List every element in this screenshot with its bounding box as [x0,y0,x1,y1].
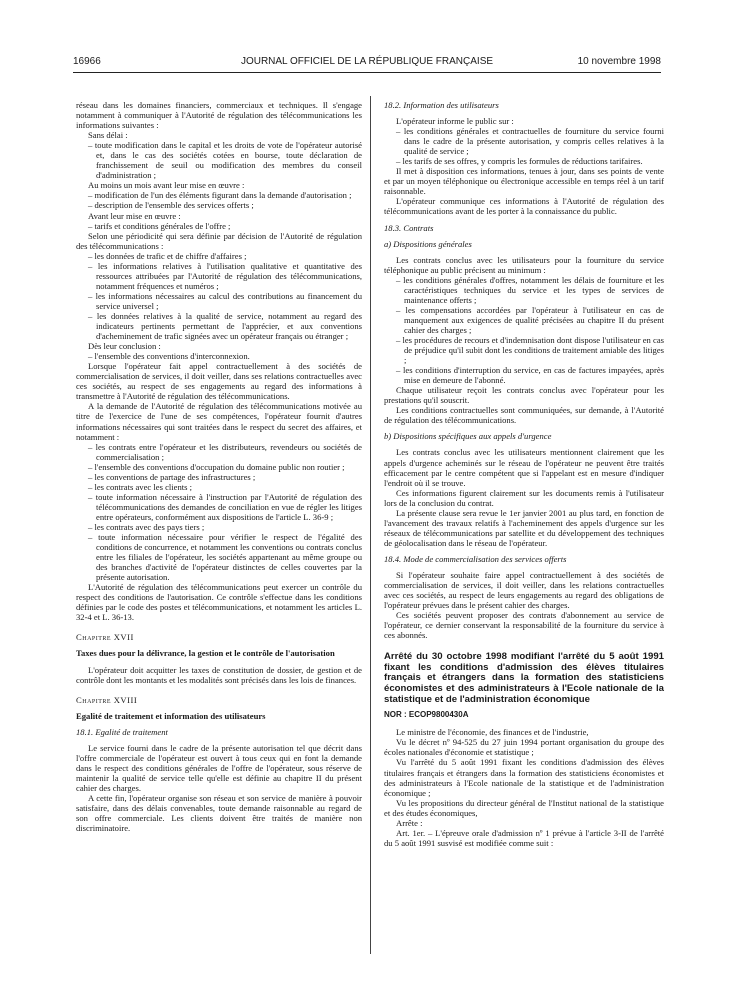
list-item: – les contrats avec des pays tiers ; [88,521,205,532]
list-item: – toute information nécessaire à l'instruction par l'Autorité de régulation des télécommunications des demandes de conciliation en vue de régler les litiges entre opérateurs, conformément aux dispositions de l'article L. 36-9 ; [88,491,362,522]
list-item: – les informations relatives à l'utilisation qualitative et quantitative des ressources attribuées par l'Autorité de régulation des télécommunications, notamment fréquences et numéros ; [88,260,362,291]
list-item: – toute information nécessaire pour vérifier le respect de l'égalité des conditions de concurrence, et notamment les conventions ou contrats conclus entre les filiales de l'opérateur, les sociétés appartenant au même groupe ou des branches d'activité de l'opérateur distinctes de celles couvertes par la présente autorisation. [88,532,362,583]
section-heading: 18.1. Egalité de traitement [76,726,168,737]
page-header [73,56,661,70]
paragraph: Il met à disposition ces informations, tenues à jour, dans ses points de vente et par un moyen téléphonique ou électronique accessible en temps réel à un tarif raisonnable. [384,166,664,197]
issue-date: 10 novembre 1998 [577,56,661,67]
paragraph: La présente clause sera revue le 1er janvier 2001 au plus tard, en fonction de l'avancement des travaux relatifs à l'acheminement des appels d'urgence sur les réseaux de télécommunications par satellite et du développement des techniques de géolocalisation dans le réseau de l'opérateur. [384,507,664,548]
list-item: – les données de trafic et de chiffre d'affaires ; [88,250,247,261]
list-item: – modification de l'un des éléments figurant dans la demande d'autorisation ; [88,190,352,201]
paragraph: Arrête : [396,817,423,828]
paragraph: réseau dans les domaines financiers, commerciaux et techniques. Il s'engage notamment à communiquer à l'Autorité de régulation des télécommunications les informations suivantes : [76,100,362,131]
paragraph: Le service fourni dans le cadre de la présente autorisation tel que décrit dans l'offre commerciale de l'opérateur est ouvert à tous ceux qui en font la demande dans le respect des conditions générales de l'offre de l'opérateur, sous réserve de maintenir la qualité de service telle qu'elle est définie au chapitre II du présent cahier des charges. [76,742,362,793]
paragraph: Les conditions contractuelles sont communiquées, sur demande, à l'Autorité de régulation des télécommunications. [384,405,664,426]
section-heading: 18.4. Mode de commercialisation des services offerts [384,553,567,564]
header-rule [73,72,661,73]
subsection-heading: b) Dispositions spécifiques aux appels d'urgence [384,431,552,442]
list-item: – les conditions générales d'offres, notamment les délais de fourniture et les caractéristiques techniques du service et les types de services de maintenance offerts ; [396,274,664,305]
decree-title: Arrêté du 30 octobre 1998 modifiant l'arrêté du 5 août 1991 fixant les conditions d'admission des élèves titulaires français et étrangers dans la formation des statisticiens économistes et des administrateurs à l'Ecole nationale de la statistique et de l'administration économique [384,651,664,705]
subsection-heading: a) Dispositions générales [384,238,472,249]
paragraph: Le ministre de l'économie, des finances et de l'industrie, [396,727,589,738]
paragraph: Si l'opérateur souhaite faire appel contractuellement à des sociétés de commercialisation de services, il doit veiller, dans les relations contractuelles avec ces sociétés, au respect de leurs engagements au regard des obligations de l'opérateur prévues dans le présent cahier des charges. [384,569,664,611]
nor-reference: NOR : ECOP9800430A [384,710,469,720]
chapter-title: Taxes dues pour la délivrance, la gestion et le contrôle de l'autorisation [76,648,335,659]
chapter-heading: Chapitre XVII [76,632,134,643]
chapter-heading: Chapitre XVIII [76,694,138,705]
paragraph: Les contrats conclus avec les utilisateurs pour la fourniture du service téléphonique au public précisent au minimum : [384,254,664,275]
paragraph: Selon une périodicité qui sera définie par décision de l'Autorité de régulation des télécommunications : [76,230,362,251]
section-heading: 18.3. Contrats [384,222,434,233]
right-column [384,100,664,848]
list-item: – les données relatives à la qualité de service, notamment au regard des indicateurs pertinents permettant de l'apprécier, et aux conventions d'acheminement de trafic signées avec un opérateur français ou étranger ; [88,310,362,342]
paragraph: A cette fin, l'opérateur organise son réseau et son service de manière à pouvoir satisfaire, dans des délais convenables, toute demande raisonnable au regard de son offre commerciale. Les clients doivent être traités de manière non discriminatoire. [76,793,362,834]
paragraph: Avant leur mise en œuvre : [88,210,181,221]
journal-title: JOURNAL OFFICIEL DE LA RÉPUBLIQUE FRANÇAISE [240,56,494,67]
list-item: – tarifs et conditions générales de l'offre ; [88,220,231,231]
paragraph: Lorsque l'opérateur fait appel contractuellement à des sociétés de commercialisation de services, il doit veiller, dans ses relations contractuelles avec ces sociétés, au respect de ses engagements au regard des informations à transmettre à l'Autorité de régulation des télécommunications. [76,361,362,402]
column-divider [370,96,371,954]
paragraph: Vu l'arrêté du 5 août 1991 fixant les conditions d'admission des élèves titulaires français et étrangers dans la formation des statisticiens économistes et des administrateurs à l'Ecole nationale de la statistique et de l'administration économique ; [384,757,664,798]
paragraph: Ces sociétés peuvent proposer des contrats d'abonnement au service de l'opérateur, ce dernier conservant la responsabilité de la fourniture du service à ces abonnés. [384,610,664,641]
list-item: – l'ensemble des conventions d'occupation du domaine public non routier ; [88,461,345,472]
paragraph: L'Autorité de régulation des télécommunications peut exercer un contrôle du respect des conditions de l'autorisation. Ce contrôle s'effectue dans les conditions définies par le code des postes et télécommunications, et notamment les articles L. 32-4 et L. 36-13. [76,582,362,623]
list-item: – les conventions de partage des infrastructures ; [88,471,256,482]
paragraph: Dès leur conclusion : [88,341,161,352]
paragraph: Au moins un mois avant leur mise en œuvre : [88,180,245,191]
paragraph: L'opérateur doit acquitter les taxes de constitution de dossier, de gestion et de contrôle dont les montants et les modalités sont précisés dans les lois de finances. [76,664,362,685]
paragraph: Chaque utilisateur reçoit les contrats conclus avec l'opérateur pour les prestations qu'il souscrit. [384,385,664,406]
list-item: – toute modification dans le capital et les droits de vote de l'opérateur autorisé et, dans le cas des sociétés cotées en bourse, toute déclaration de franchissement de seuil ou modification des membres du conseil d'administration ; [88,140,362,181]
paragraph: L'opérateur communique ces informations à l'Autorité de régulation des télécommunications avant de les porter à la connaissance du public. [384,196,664,217]
list-item: – les procédures de recours et d'indemnisation dont dispose l'utilisateur en cas de préjudice qu'il subit dont les conditions de traitement amiable des litiges ; [396,334,664,366]
page-number: 16966 [73,56,101,67]
list-item: – les tarifs de ses offres, y compris les formules de réductions tarifaires. [396,156,643,167]
list-item: – les contrats entre l'opérateur et les distributeurs, revendeurs ou sociétés de commercialisation ; [88,441,362,462]
list-item: – description de l'ensemble des services offerts ; [88,200,254,211]
paragraph: Ces informations figurent clairement sur les documents remis à l'utilisateur lors de la conclusion du contrat. [384,487,664,508]
article-paragraph: Art. 1er. – L'épreuve orale d'admission nº 1 prévue à l'article 3-II de l'arrêté du 5 août 1991 susvisé est modifiée comme suit : [384,827,664,848]
paragraph: Vu les propositions du directeur général de l'Institut national de la statistique et des études économiques, [384,797,664,818]
list-item: – les conditions générales et contractuelles de fourniture du service fourni dans le cadre de la présente autorisation, y compris celles relatives à la qualité de service ; [396,126,664,157]
paragraph: L'opérateur informe le public sur : [396,116,514,127]
paragraph: A la demande de l'Autorité de régulation des télécommunications motivée au titre de l'exercice de l'une de ses compétences, l'opérateur fournit d'autres informations nécessaires qui sont traitées dans le respect du secret des affaires, et notamment : [76,401,362,442]
list-item: – l'ensemble des conventions d'interconnexion. [88,351,250,362]
section-heading: 18.2. Information des utilisateurs [384,100,499,110]
left-column [76,100,362,833]
paragraph: Vu le décret nº 94-525 du 27 juin 1994 portant organisation du groupe des écoles nationales d'économie et statistique ; [384,737,664,758]
paragraph: Les contrats conclus avec les utilisateurs mentionnent clairement que les appels d'urgence acheminés sur le réseau de l'opérateur ne peuvent être traités efficacement par le centre compétent que si l'appelant est en mesure d'indiquer l'endroit où il se trouve. [384,447,664,488]
list-item: – les contrats avec les clients ; [88,481,193,492]
list-item: – les compensations accordées par l'opérateur à l'utilisateur en cas de manquement aux exigences de qualité précisées au chapitre II du présent cahier des charges ; [396,304,664,335]
list-item: – les conditions d'interruption du service, en cas de factures impayées, après mise en demeure de l'abonné. [396,365,664,386]
list-item: – les informations nécessaires au calcul des contributions au financement du service universel ; [88,290,362,311]
chapter-title: Egalité de traitement et information des utilisateurs [76,710,266,721]
paragraph: Sans délai : [88,130,128,141]
